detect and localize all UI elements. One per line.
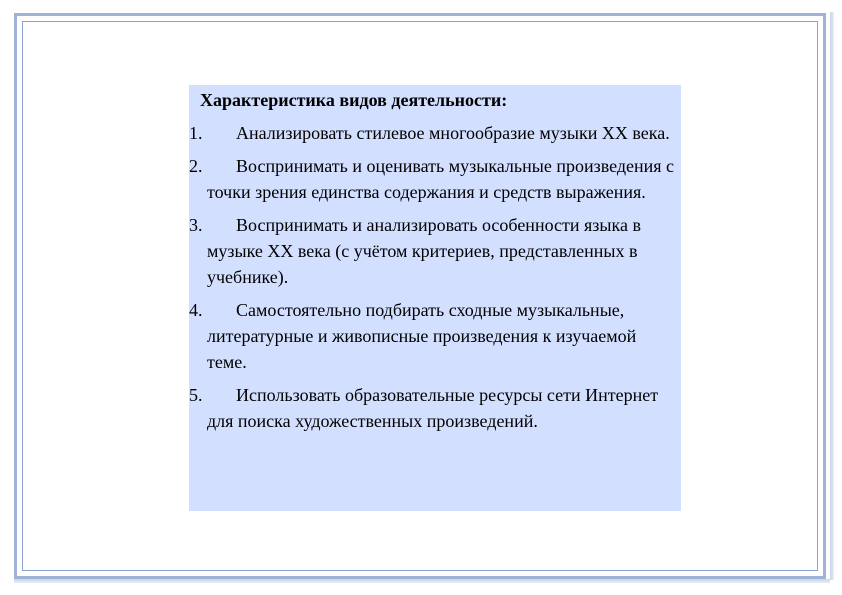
list-item-text: Анализировать стилевое многообразие музыки XX века. (236, 123, 670, 143)
list-item (189, 382, 679, 434)
slide-heading: Характеристика видов деятельности: (200, 90, 508, 110)
list-item (189, 297, 679, 375)
list-item (189, 120, 679, 146)
list-item-text: Воспринимать и оценивать музыкальные произведения с точки зрения единства содержания и средств выражения. (207, 156, 675, 202)
frame-shadow-bottom (14, 579, 830, 583)
list-item-number: 5. (189, 385, 203, 405)
list-item-number: 4. (189, 300, 203, 320)
frame-shadow-right (830, 12, 834, 580)
list-item-text: Воспринимать и анализировать особенности языка в музыке XX века (с учётом критериев, представленных в учебнике). (207, 215, 641, 287)
list-item-number: 3. (189, 215, 203, 235)
list-item (189, 212, 679, 290)
list-item-number: 2. (189, 156, 203, 176)
list-item-text: Самостоятельно подбирать сходные музыкальные, литературные и живописные произведения к изучаемой теме. (207, 300, 637, 372)
activity-list (189, 120, 679, 441)
list-item (189, 153, 679, 205)
list-item-number: 1. (189, 123, 203, 143)
list-item-text: Использовать образовательные ресурсы сети Интернет для поиска художественных произведений. (207, 385, 659, 431)
